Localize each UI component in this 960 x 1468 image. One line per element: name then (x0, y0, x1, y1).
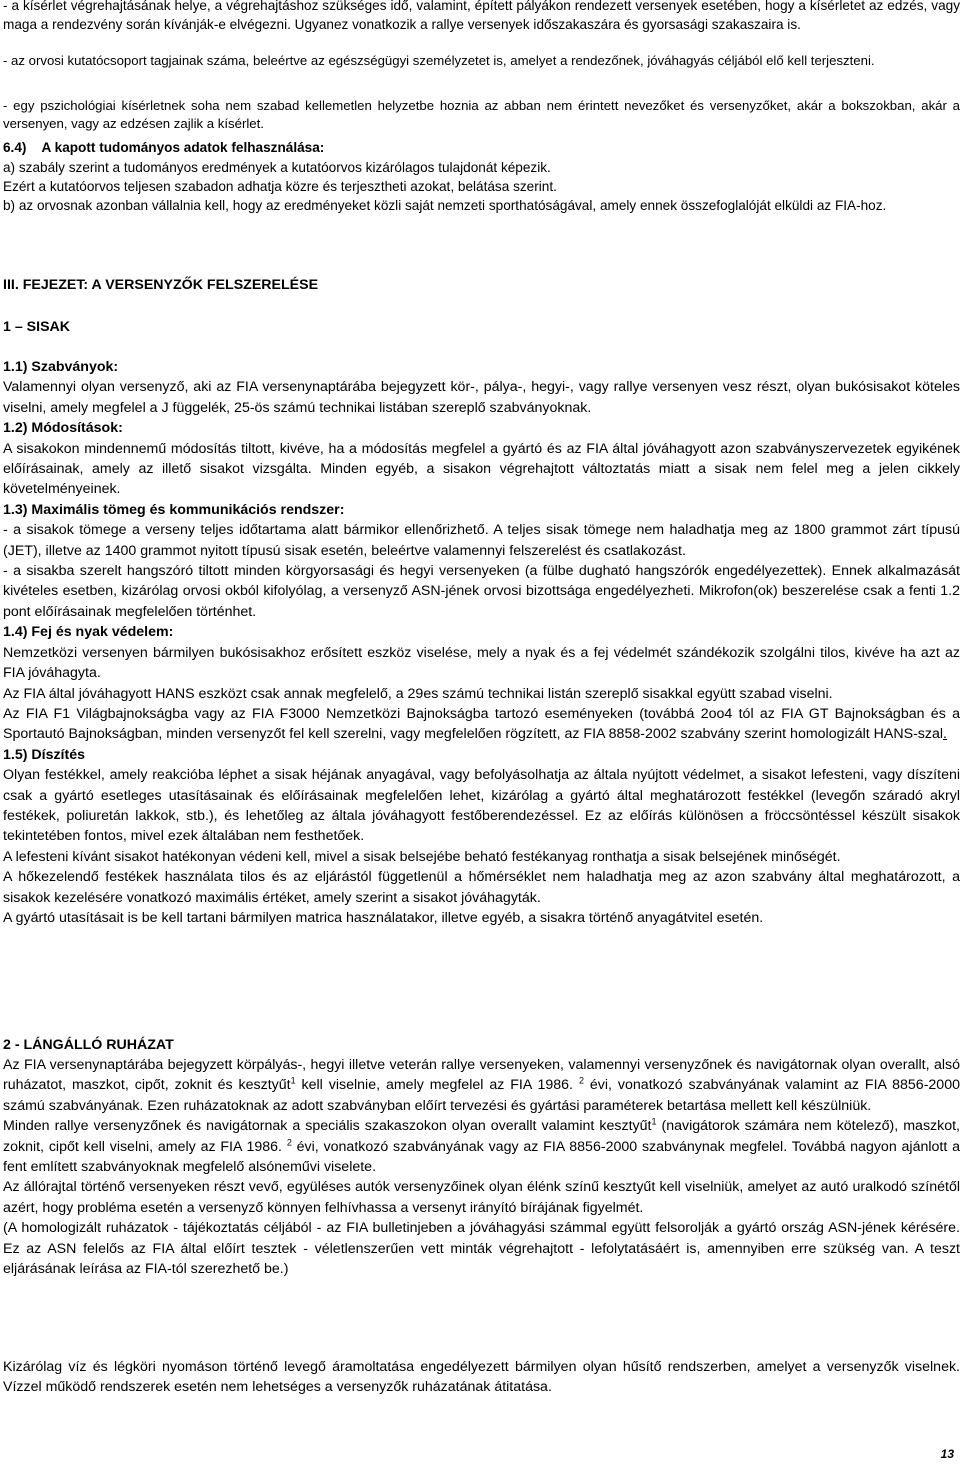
clothing-heading: 2 - LÁNGÁLLÓ RUHÁZAT (3, 1037, 174, 1053)
hans-text-end: . (943, 726, 947, 743)
clothing-p1-a: Az FIA versenynaptárába bejegyzett körpályás-, hegyi illetve veterán rallye versenyeken, valamennyi versenyzőnek és navigátornak olyan overallt, alsó ruházatot, maszkot, cipőt, zoknit és kesztyűt (3, 1057, 960, 1094)
clothing-p1-c: évi, vonatkozó szabványának valamint az FIA 8856-2000 számú szabványának. Ezen ruházatoknak az adott szabványban előírt tervezési és gyártási paraméterek betartása mellett kell készülniük. (3, 1077, 960, 1114)
clothing-section (0, 1055, 960, 1279)
subsection-1-4-text-b: Az FIA által jóváhagyott HANS eszközt csak annak megfelelő, a 29es számú technikai listán szereplő sisakkal együtt szabad viselni. (3, 685, 833, 702)
helmet-section (0, 357, 960, 928)
intro-paragraph-1: - a kísérlet végrehajtásának helye, a végrehajtáshoz szükséges idő, valamint, épített pályákon rendezett versenyek esetében, hogy a kísérletet az edzés, vagy maga a rendezvény során kívánják-e elvégezni. Ugyanez vonatkozik a rallye versenyek időszakaszára és gyorsasági szakaszaira is. (3, 0, 960, 32)
subsection-1-5-heading: 1.5) Díszítés (3, 746, 86, 763)
intro-paragraph-2: - az orvosi kutatócsoport tagjainak száma, beleértve az egészségügyi személyzetet is, amelyet a rendezőnek, jóváhagyás céljából elő kell terjeszteni. (3, 53, 875, 68)
subsection-1-4-heading: 1.4) Fej és nyak védelem: (3, 624, 174, 641)
subsection-1-3-text-a: - a sisakok tömege a verseny teljes időtartama alatt bármikor ellenőrizhető. A teljes sisak tömege nem haladhatja meg az 1800 grammot zárt típusú (JET), illetve az 1400 grammot nyitott típusú sisak esetén, beleértve valamennyi felszerelést és csatlakozást. (3, 522, 960, 559)
clothing-paragraph-1 (3, 1055, 960, 1116)
footnote-ref-2b: 2 (286, 1136, 292, 1147)
clothing-paragraph-4: (A homologizált ruházatok - tájékoztatás céljából - az FIA bulletinjeben a jóváhagyási számmal együtt felsorolják a gyártó ország ASN-jének kérésére. Ez az ASN felelős az FIA által előírt tesztek - véletlenszerűen vett minták végrehajtott - lefolytatásáért is, amennyiben erre szükség van. A teszt eljárásának leírása az FIA-tól szerezhető be.) (3, 1220, 960, 1278)
section-6-4-b: b) az orvosnak azonban vállalnia kell, hogy az eredményeket közli saját nemzeti sporthatóságával, amely ennek összefoglalóját elküldi az FIA-hoz. (3, 198, 887, 213)
footnote-ref-2: 2 (578, 1075, 584, 1086)
section-6-4-a: a) szabály szerint a tudományos eredmények a kutatóorvos kizárólagos tulajdonát képezik. (3, 160, 551, 175)
subsection-1-2-heading: 1.2) Módosítások: (3, 420, 123, 437)
footnote-ref-1b: 1 (651, 1116, 657, 1127)
clothing-p1-b: kell viselnie, amely megfelel az FIA 1986. (295, 1077, 573, 1094)
clothing-p2-a: Minden rallye versenyzőnek és navigátornak a speciális szakaszokon olyan overallt valamint kesztyűt (3, 1118, 652, 1135)
section-title: A kapott tudományos adatok felhasználása: (41, 140, 325, 155)
section-6-4-heading (3, 139, 960, 158)
intro-paragraph-3: - egy pszichológiai kísérletnek soha nem szabad kellemetlen helyzetbe hoznia az abban nem érintett nevezőket és versenyzőket, akár a bokszokban, akár a versenyen, vagy az edzésen zajlik a kísérlet. (3, 98, 960, 132)
subsection-1-5-text-b: A lefesteni kívánt sisakot hatékonyan védeni kell, mivel a sisak belsejébe beható festékanyag ronthatja a sisak belsejének minőségét. (3, 848, 841, 865)
section-6-4-a2: Ezért a kutatóorvos teljesen szabadon adhatja közre és terjesztheti azokat, belátása szerint. (3, 179, 557, 194)
subsection-1-4-text-a: Nemzetközi versenyen bármilyen bukósisakhoz erősített eszköz viselése, mely a nyak és a fej védelmét szándékozik szolgálni tilos, kivéve ha azt az FIA jóváhagyta. (3, 644, 960, 682)
subsection-1-5-text-d: A gyártó utasításait is be kell tartani bármilyen matrica használatakor, illetve egyéb, a sisakra történő anyagátvitel esetén. (3, 909, 764, 926)
subsection-1-3-heading: 1.3) Maximális tömeg és kommunikációs rendszer: (3, 501, 345, 518)
clothing-paragraph-5: Kizárólag víz és légköri nyomáson történő levegő áramoltatása engedélyezett bármilyen olyan hűsítő rendszerben, amelyet a versenyzők viselnek. Vízzel működő rendszerek esetén nem lehetséges a versenyzők ruházatának átitatása. (3, 1359, 960, 1396)
clothing-p2-b: (navigátorok számára nem kötelező), maszkot, zoknit, cipőt kell viselni, amely az FIA 1986. (3, 1118, 960, 1155)
section-number: 6.4) (3, 140, 27, 155)
hans-text: Az FIA F1 Világbajnokságba vagy az FIA F3000 Nemzetközi Bajnokságba tartozó eseményeken (továbbá 2oo4 tól az FIA GT Bajnokságban és a Sportautó Bajnokságban, minden versenyzőt fel kell szerelni, vagy megfelelően rögzített, az FIA 8858-2002 szabvány szerint homologizált HANS-szal (3, 705, 960, 743)
page-number: 13 (940, 1447, 954, 1461)
subsection-1-5-text-a: Olyan festékkel, amely reakcióba léphet a sisak héjának anyagával, vagy befolyásolhatja az általa nyújtott védelmet, a sisakot lefesteni, vagy díszíteni csak a gyártó esetleges utasításainak és előírásainak megfelelően lehet, kizárólag a gyártó által meghatározott festékkel (levegőn száradó akryl festékek, poliuretán lakkok, stb.), és lehetőleg az általa jóváhagyott festőberendezéssel. Ez az előírás különösen a fröccsöntéssel készült sisakok tekintetében fontos, mivel ezek általában nem festhetőek. (3, 767, 960, 845)
chapter-title: III. FEJEZET: A VERSENYZŐK FELSZERELÉSE (3, 277, 319, 293)
clothing-p2-c: évi, vonatkozó szabványának vagy az FIA 8856-2000 szabványnak megfelel. Továbbá nagyon ajánlott a fent említett szabványoknak megfelelő alsóneművi viselete. (3, 1138, 960, 1176)
clothing-paragraph-2 (3, 1116, 960, 1177)
subsection-1-4-text-c (3, 704, 960, 745)
subsection-1-2-text: A sisakokon mindennemű módosítás tiltott, kivéve, ha a módosítás megfelel a gyártó és az FIA által jóváhagyott azon szabványszervezetek egyikének előírásainak, amely az illető sisakot vizsgálta. Minden egyéb, a sisakon végrehajtott változtatás miatt a sisak nem felel meg a jelen cikkely követelményeinek. (3, 440, 960, 498)
footnote-ref-1: 1 (290, 1075, 296, 1086)
subsection-1-5-text-c: A hőkezelendő festékek használata tilos és az eljárástól függetlenül a hőmérséklet nem haladhatja meg az azon szabvány által meghatározott, a sisakok kezelésére vonatkozó maximális értéket, amely szerint a sisakot jóváhagyták. (3, 869, 960, 906)
clothing-paragraph-3: Az állórajtal történő versenyeken részt vevő, együléses autók versenyzőinek olyan élénk színű kesztyűt kell viselniük, amelyet az autó uralkodó színétől azért, hogy probléma esetén a versenyző könnyen felhívhassa a versenyt irányító bírájának figyelmét. (3, 1179, 960, 1216)
helmet-heading: 1 – SISAK (3, 319, 71, 335)
subsection-1-1-heading: 1.1) Szabványok: (3, 359, 119, 375)
subsection-1-3-text-b: - a sisakba szerelt hangszóró tiltott minden körgyorsasági és hegyi versenyeken (a fülbe dugható hangszórók engedélyezettek). Ennek alkalmazását kivételes esetben, kizárólag orvosi okból kifolyólag, a versenyző ASN-jének orvosi bizottsága engedélyezheti. Mikrofon(ok) beszerelése csak a fenti 1.2 pont előírásainak megfelelően történhet. (3, 563, 960, 620)
subsection-1-1-text: Valamennyi olyan versenyző, aki az FIA versenynaptárába bejegyzett kör-, pálya-, hegyi-, vagy rallye versenyen vesz részt, olyan bukósisakot köteles viselni, amely megfelel a J függelék, 25-ös számú technikai listában szereplő szabványoknak. (3, 379, 960, 416)
